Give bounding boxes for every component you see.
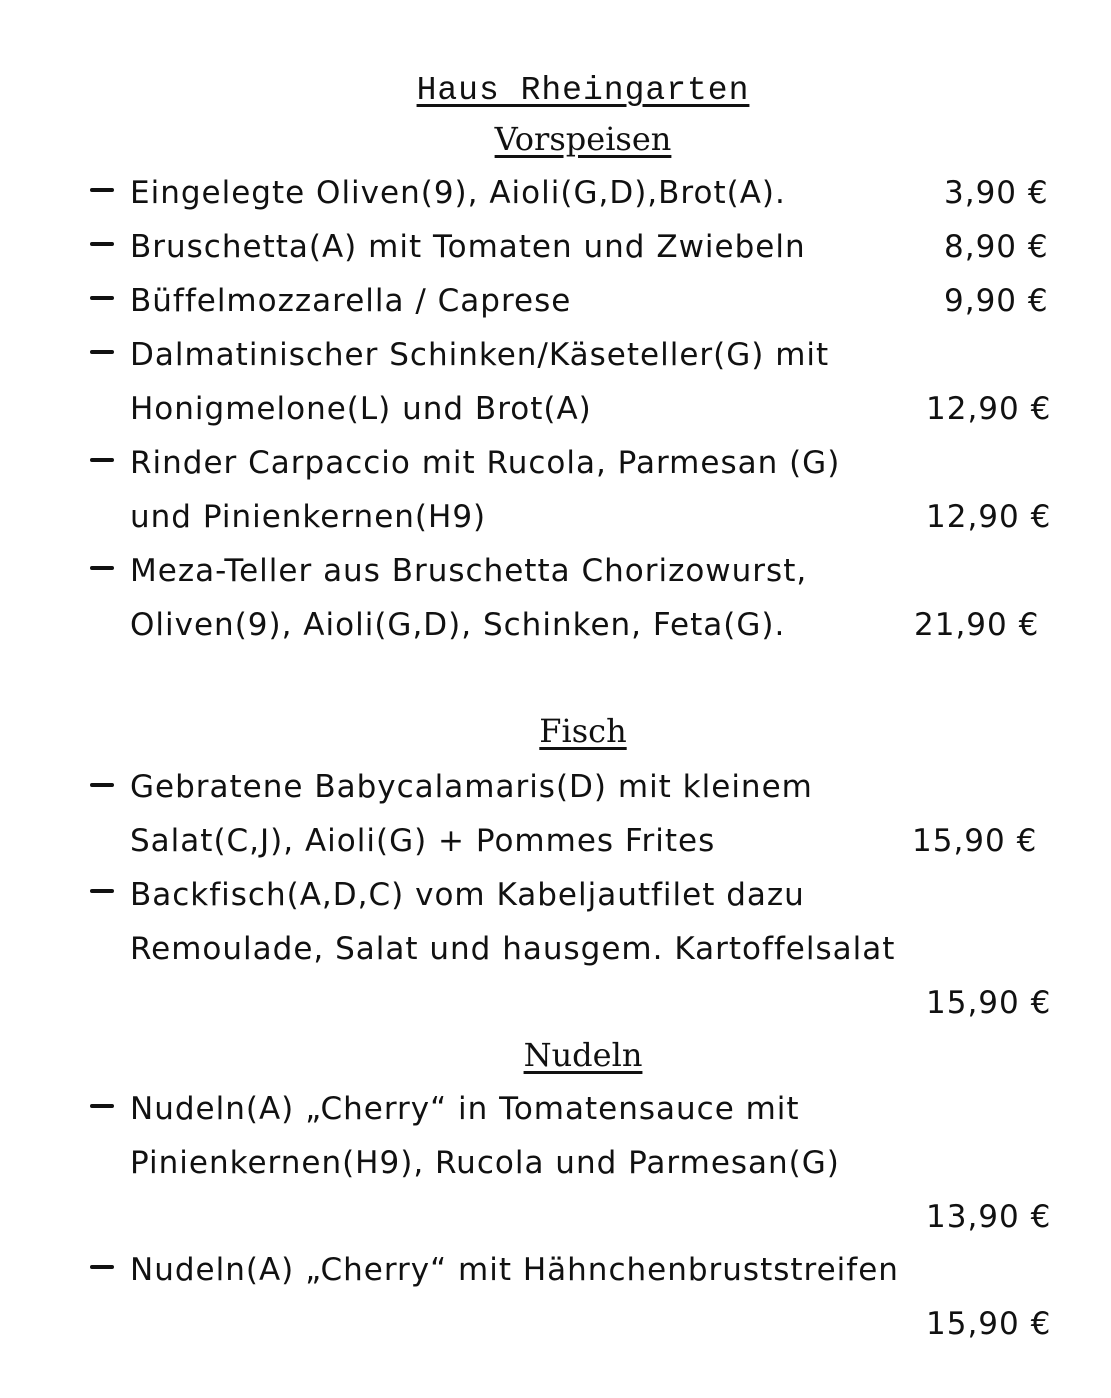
item-description: Nudeln(A) „Cherry“ mit Hähnchenbruststreifen bbox=[130, 1252, 899, 1288]
item-description: Bruschetta(A) mit Tomaten und Zwiebeln bbox=[130, 229, 806, 265]
item-description-line2: Pinienkernen(H9), Rucola und Parmesan(G) bbox=[130, 1145, 840, 1181]
dash-bullet bbox=[90, 1265, 114, 1269]
item-price: 15,90 € bbox=[926, 1306, 1052, 1342]
item-description: Büffelmozzarella / Caprese bbox=[130, 283, 572, 319]
dash-bullet bbox=[90, 296, 114, 300]
item-description-line2: Honigmelone(L) und Brot(A) bbox=[130, 391, 592, 427]
item-price: 9,90 € bbox=[944, 283, 1049, 319]
dash-bullet bbox=[90, 566, 114, 570]
item-price: 12,90 € bbox=[926, 391, 1052, 427]
item-price: 8,90 € bbox=[944, 229, 1049, 265]
item-description: Gebratene Babycalamaris(D) mit kleinem bbox=[130, 769, 813, 805]
item-description: Dalmatinischer Schinken/Käseteller(G) mit bbox=[130, 337, 830, 373]
item-description: Backfisch(A,D,C) vom Kabeljautfilet dazu bbox=[130, 877, 805, 913]
item-description: Nudeln(A) „Cherry“ in Tomatensauce mit bbox=[130, 1091, 800, 1127]
dash-bullet bbox=[90, 1104, 114, 1108]
item-price: 13,90 € bbox=[926, 1199, 1052, 1235]
dash-bullet bbox=[90, 889, 114, 893]
item-description-line2: und Pinienkernen(H9) bbox=[130, 499, 487, 535]
section-title-vorspeisen: Vorspeisen bbox=[494, 120, 672, 158]
dash-bullet bbox=[90, 242, 114, 246]
restaurant-title: Haus Rheingarten bbox=[416, 72, 750, 109]
item-description-line2: Oliven(9), Aioli(G,D), Schinken, Feta(G). bbox=[130, 607, 786, 643]
item-description: Rinder Carpaccio mit Rucola, Parmesan (G) bbox=[130, 445, 841, 481]
dash-bullet bbox=[90, 458, 114, 462]
dash-bullet bbox=[90, 188, 114, 192]
item-price: 15,90 € bbox=[912, 823, 1038, 859]
item-description-line2: Salat(C,J), Aioli(G) + Pommes Frites bbox=[130, 823, 716, 859]
dash-bullet bbox=[90, 783, 114, 787]
section-title-nudeln: Nudeln bbox=[523, 1036, 643, 1074]
item-price: 15,90 € bbox=[926, 985, 1052, 1021]
item-price: 12,90 € bbox=[926, 499, 1052, 535]
item-description: Meza-Teller aus Bruschetta Chorizowurst, bbox=[130, 553, 808, 589]
item-price: 21,90 € bbox=[914, 607, 1040, 643]
dash-bullet bbox=[90, 350, 114, 354]
item-description-line2: Remoulade, Salat und hausgem. Kartoffelsalat bbox=[130, 931, 896, 967]
item-price: 3,90 € bbox=[944, 175, 1049, 211]
item-description: Eingelegte Oliven(9), Aioli(G,D),Brot(A). bbox=[130, 175, 786, 211]
section-title-fisch: Fisch bbox=[539, 712, 627, 750]
